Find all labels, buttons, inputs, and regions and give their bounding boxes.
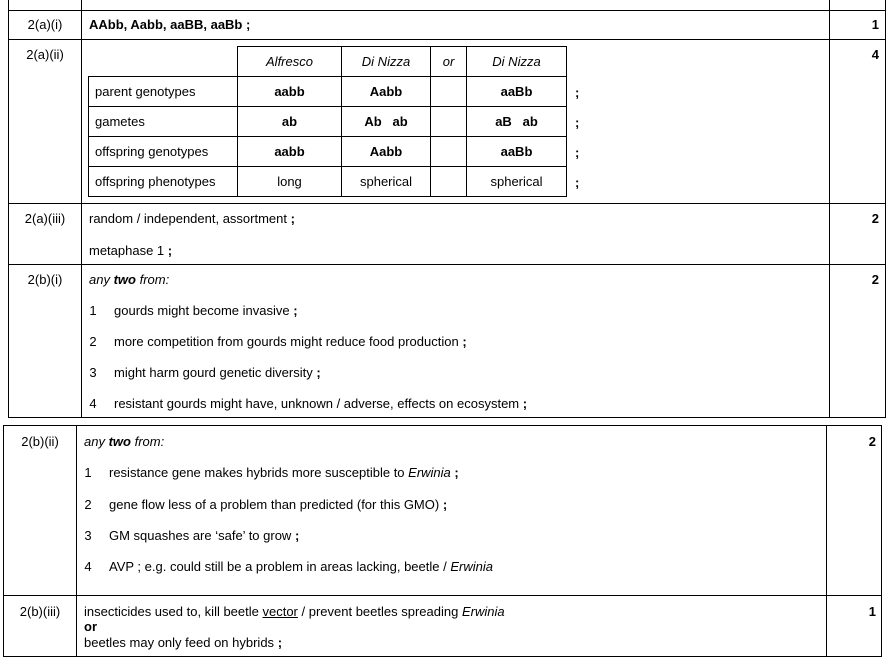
column-divider bbox=[826, 425, 827, 657]
column-header: or bbox=[431, 47, 467, 77]
answer-text: random / independent, assortment bbox=[89, 211, 288, 226]
bottom-table-left-border bbox=[3, 425, 4, 657]
table-header-row bbox=[89, 47, 567, 77]
top-table-bottom-border bbox=[8, 417, 886, 418]
row-divider bbox=[8, 203, 886, 204]
table-cell: spherical bbox=[342, 167, 431, 197]
answer-line bbox=[89, 243, 172, 259]
bottom-table-bottom-border bbox=[3, 656, 882, 657]
top-table-right-border bbox=[885, 0, 886, 418]
table-cell: spherical bbox=[467, 167, 567, 197]
top-table-top-border bbox=[8, 10, 886, 11]
answer-line: beetles may only feed on hybrids ; bbox=[84, 635, 283, 650]
list-item: gourds might become invasive ; bbox=[114, 303, 298, 318]
item-number: 2 bbox=[84, 497, 92, 512]
question-number: 2(b)(ii) bbox=[21, 434, 59, 449]
question-number: 2(b)(i) bbox=[27, 272, 63, 287]
mark-semicolon: ; bbox=[575, 145, 580, 160]
any-two-from-label: any two from: bbox=[84, 434, 165, 449]
mark-semicolon: ; bbox=[575, 85, 580, 100]
table-cell: Aabb bbox=[342, 137, 431, 167]
table-row bbox=[89, 77, 567, 107]
marks-value: 2 bbox=[871, 211, 879, 226]
list-item: gene flow less of a problem than predicted (for this GMO) ; bbox=[109, 497, 448, 512]
table-cell bbox=[431, 107, 467, 137]
table-row bbox=[89, 167, 567, 197]
item-number: 2 bbox=[89, 334, 97, 349]
table-cell: Aabb bbox=[342, 77, 431, 107]
list-item: resistance gene makes hybrids more susceptible to Erwinia ; bbox=[109, 465, 459, 480]
table-row bbox=[89, 137, 567, 167]
mark-semicolon: ; bbox=[575, 115, 580, 130]
mark-semicolon: ; bbox=[575, 175, 580, 190]
table-row bbox=[89, 107, 567, 137]
table-cell bbox=[431, 77, 467, 107]
row-label: gametes bbox=[89, 107, 238, 137]
table-cell: aabb bbox=[238, 77, 342, 107]
table-cell bbox=[431, 167, 467, 197]
table-cell: aaBb bbox=[467, 77, 567, 107]
mark-semicolon: ; bbox=[290, 211, 295, 226]
table-cell: Ab ab bbox=[342, 107, 431, 137]
item-number: 1 bbox=[89, 303, 97, 318]
column-header: Di Nizza bbox=[467, 47, 567, 77]
item-number: 3 bbox=[89, 365, 97, 380]
table-corner bbox=[89, 47, 238, 77]
answer-text: AAbb, Aabb, aaBB, aaBb ; bbox=[89, 17, 251, 32]
list-item: might harm gourd genetic diversity ; bbox=[114, 365, 321, 380]
marks-value: 1 bbox=[871, 17, 879, 32]
any-two-from-label: any two from: bbox=[89, 272, 170, 287]
marks-value: 1 bbox=[868, 604, 876, 619]
answer-line: insecticides used to, kill beetle vector / prevent beetles spreading Erwinia bbox=[84, 604, 505, 619]
question-number: 2(a)(ii) bbox=[26, 47, 64, 62]
marks-value: 4 bbox=[871, 47, 879, 62]
list-item: more competition from gourds might reduce food production ; bbox=[114, 334, 467, 349]
table-cell: long bbox=[238, 167, 342, 197]
table-cell bbox=[431, 137, 467, 167]
genetic-cross-table bbox=[88, 46, 567, 197]
column-divider bbox=[76, 425, 77, 657]
item-number: 4 bbox=[89, 396, 97, 411]
question-number: 2(b)(iii) bbox=[19, 604, 61, 619]
column-header: Di Nizza bbox=[342, 47, 431, 77]
row-label: parent genotypes bbox=[89, 77, 238, 107]
table-cell: ab bbox=[238, 107, 342, 137]
row-label: offspring genotypes bbox=[89, 137, 238, 167]
row-divider bbox=[8, 264, 886, 265]
item-number: 4 bbox=[84, 559, 92, 574]
list-item: AVP ; e.g. could still be a problem in areas lacking, beetle / Erwinia bbox=[109, 559, 493, 574]
table-cell: aB ab bbox=[467, 107, 567, 137]
row-divider bbox=[3, 595, 882, 596]
marks-value: 2 bbox=[871, 272, 879, 287]
table-cell: aabb bbox=[238, 137, 342, 167]
mark-semicolon: ; bbox=[167, 243, 173, 258]
or-separator: or bbox=[84, 619, 97, 634]
answer-line bbox=[89, 211, 295, 227]
row-divider bbox=[8, 39, 886, 40]
item-number: 1 bbox=[84, 465, 92, 480]
column-header: Alfresco bbox=[238, 47, 342, 77]
table-cell: aaBb bbox=[467, 137, 567, 167]
item-number: 3 bbox=[84, 528, 92, 543]
answer-text: metaphase 1 bbox=[89, 243, 165, 258]
bottom-table-right-border bbox=[881, 425, 882, 657]
marks-value: 2 bbox=[868, 434, 876, 449]
question-number: 2(a)(iii) bbox=[24, 211, 66, 226]
bottom-table-top-border bbox=[3, 425, 882, 426]
list-item: GM squashes are ‘safe’ to grow ; bbox=[109, 528, 300, 543]
question-number: 2(a)(i) bbox=[27, 17, 63, 32]
row-label: offspring phenotypes bbox=[89, 167, 238, 197]
list-item: resistant gourds might have, unknown / adverse, effects on ecosystem ; bbox=[114, 396, 528, 411]
